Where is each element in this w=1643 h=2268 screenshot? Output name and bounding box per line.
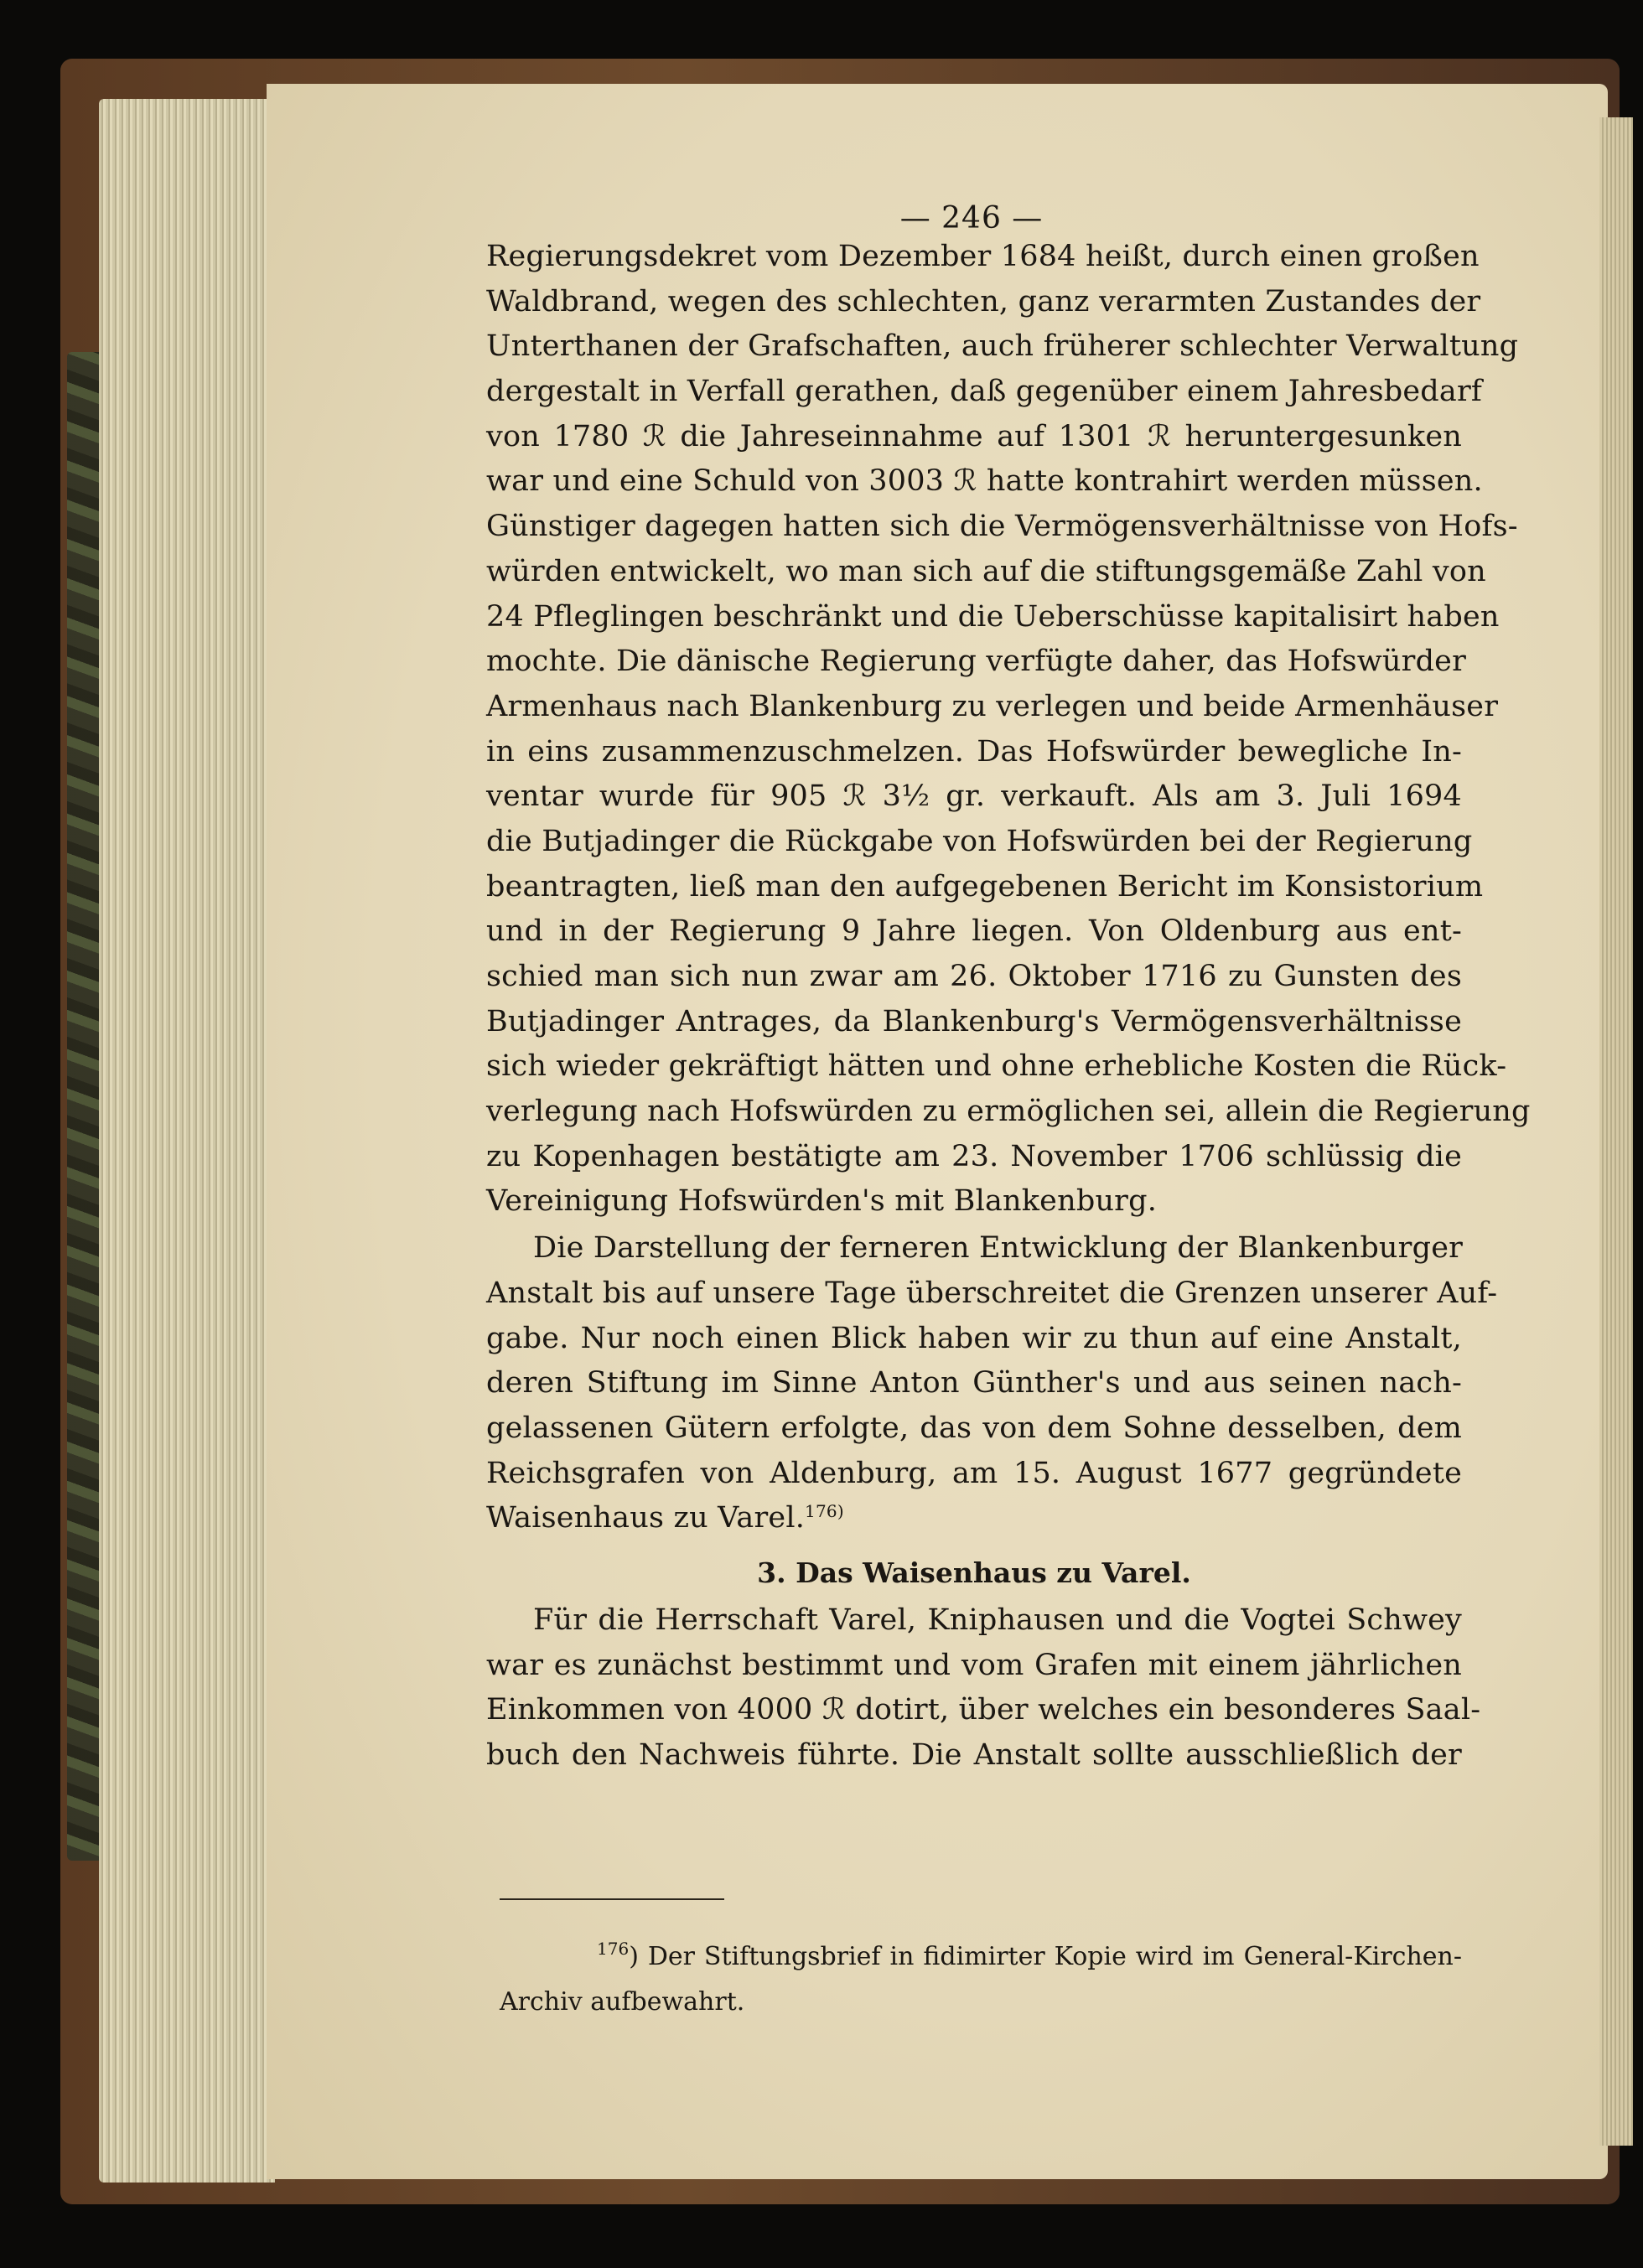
text-line: Anstalt bis auf unsere Tage überschreitet die Grenzen unserer Auf- — [486, 1276, 1498, 1310]
footnote-reference: 176) — [805, 1501, 844, 1522]
text-line: ventar wurde für 905 ℛ 3½ gr. verkauft. Als am 3. Juli 1694 — [486, 779, 1462, 814]
text-line: gabe. Nur noch einen Blick haben wir zu thun auf eine Anstalt, — [486, 1321, 1462, 1355]
text-line: und in der Regierung 9 Jahre liegen. Von Oldenburg aus ent- — [486, 914, 1462, 949]
text-line: mochte. Die dänische Regierung verfügte daher, das Hofswürder — [486, 645, 1467, 679]
page-text — [486, 235, 1531, 1779]
text-line: zu Kopenhagen bestätigte am 23. November 1706 schlüssig die — [486, 1139, 1462, 1173]
page-number: — 246 — — [899, 201, 1044, 236]
text-line: Unterthanen der Grafschaften, auch früherer schlechter Verwaltung — [486, 329, 1519, 364]
text-line: war es zunächst bestimmt und vom Grafen mit einem jährlichen — [486, 1648, 1462, 1682]
text-line: würden entwickelt, wo man sich auf die stiftungsgemäße Zahl von — [486, 554, 1486, 588]
text-line: verlegung nach Hofswürden zu ermöglichen sei, allein die Regierung — [486, 1095, 1531, 1129]
footnote-line: Archiv aufbewahrt. — [500, 1987, 745, 2017]
text-line: Butjadinger Antrages, da Blankenburg's Vermögensverhältnisse — [486, 1004, 1462, 1038]
footnote-divider — [500, 1898, 724, 1900]
text-line: beantragten, ließ man den aufgegebenen Bericht im Konsistorium — [486, 869, 1484, 904]
text-line: dergestalt in Verfall gerathen, daß gegenüber einem Jahresbedarf — [486, 375, 1483, 409]
text-line: deren Stiftung im Sinne Anton Günther's und aus seinen nach- — [486, 1366, 1462, 1401]
text-line: Vereinigung Hofswürden's mit Blankenburg. — [486, 1184, 1158, 1219]
footnotes — [500, 1934, 1462, 2025]
text-line: schied man sich nun zwar am 26. Oktober 1716 zu Gunsten des — [486, 960, 1462, 993]
section-heading: 3. Das Waisenhaus zu Varel. — [757, 1556, 1191, 1589]
text-line: gelassenen Gütern erfolgte, das von dem Sohne desselben, dem — [486, 1411, 1462, 1445]
paragraph-2 — [486, 1226, 1498, 1541]
page-edges-right — [1599, 117, 1633, 2146]
text-line: Die Darstellung der ferneren Entwicklung der Blankenburger — [533, 1231, 1464, 1266]
text-line: Für die Herrschaft Varel, Kniphausen und die Vogtei Schwey — [533, 1603, 1462, 1637]
text-line: von 1780 ℛ die Jahreseinnahme auf 1301 ℛ heruntergesunken — [486, 419, 1462, 453]
paragraph-1 — [486, 235, 1531, 1225]
footnote-line — [500, 1934, 1462, 1980]
text-line-content: Waisenhaus zu Varel. — [486, 1501, 806, 1535]
text-line: sich wieder gekräftigt hätten und ohne erhebliche Kosten die Rück- — [486, 1049, 1507, 1084]
text-line: 24 Pfleglingen beschränkt und die Ueberschüsse kapitalisirt haben — [486, 599, 1500, 634]
text-line: die Butjadinger die Rückgabe von Hofswürden bei der Regierung — [486, 824, 1473, 858]
text-line: Reichsgrafen von Aldenburg, am 15. August 1677 gegründete — [486, 1456, 1462, 1490]
text-line: war und eine Schuld von 3003 ℛ hatte kontrahirt werden müssen. — [486, 464, 1483, 499]
text-line — [486, 1496, 1462, 1541]
text-line: in eins zusammenzuschmelzen. Das Hofswürder bewegliche In- — [486, 734, 1462, 769]
text-line: buch den Nachweis führte. Die Anstalt sollte ausschließlich der — [486, 1738, 1462, 1772]
text-line: Regierungsdekret vom Dezember 1684 heißt, durch einen großen — [486, 240, 1480, 273]
footnote-text: ) Der Stiftungsbrief in fidimirter Kopie wird im General-Kirchen- — [629, 1942, 1462, 1971]
footnote-marker: 176 — [597, 1939, 630, 1959]
text-line: Waldbrand, wegen des schlechten, ganz verarmten Zustandes der — [486, 284, 1481, 318]
page-edges-left — [99, 99, 275, 2183]
text-line: Günstiger dagegen hatten sich die Vermögensverhältnisse von Hofs- — [486, 510, 1518, 544]
text-line: Armenhaus nach Blankenburg zu verlegen und beide Armenhäuser — [486, 689, 1499, 723]
paragraph-3 — [486, 1598, 1481, 1779]
text-line: Einkommen von 4000 ℛ dotirt, über welches ein besonderes Saal- — [486, 1693, 1481, 1727]
